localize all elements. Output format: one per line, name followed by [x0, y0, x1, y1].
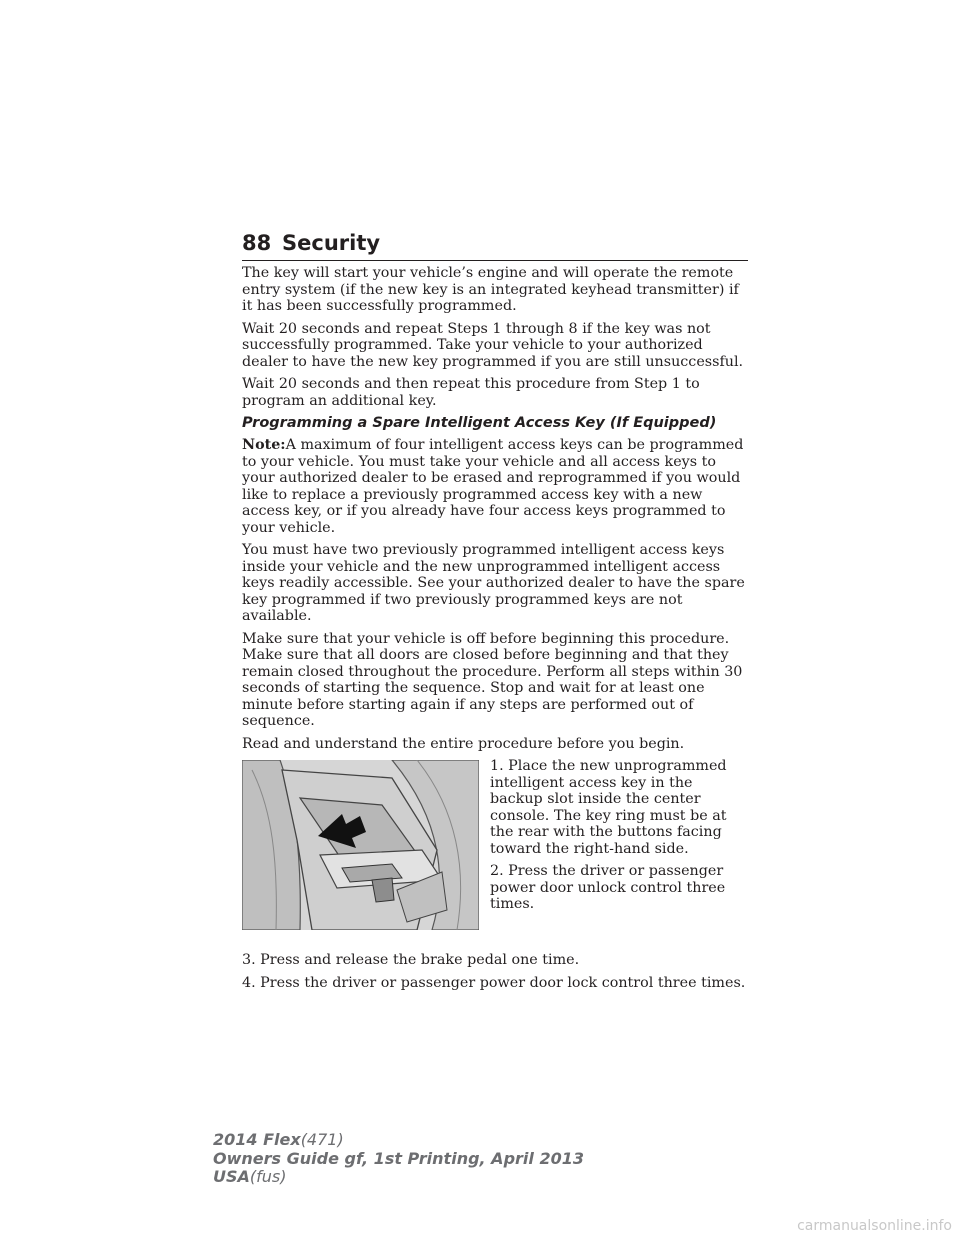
- page-footer: [213, 1131, 613, 1187]
- footer-market-code: (fus): [249, 1167, 287, 1186]
- center-console-illustration: [242, 760, 479, 930]
- footer-line-market: [213, 1168, 613, 1187]
- paragraph-additional-key: Wait 20 seconds and then repeat this procedure from Step 1 to program an additional key.: [242, 376, 700, 409]
- step-2: 2. Press the driver or passenger power door unlock control three times.: [490, 863, 726, 912]
- footer-model-code: (471): [300, 1130, 344, 1149]
- page-number: 88: [242, 231, 272, 255]
- note-label: Note:: [242, 437, 286, 453]
- section-heading: Programming a Spare Intelligent Access Key (If Equipped): [242, 415, 717, 431]
- footer-line-model: [213, 1131, 613, 1150]
- paragraph-vehicle-off: Make sure that your vehicle is off before beginning this procedure. Make sure that all doors are closed before beginning and that they remain closed throughout the procedure. Perform all steps within 30 seconds of starting the sequence. Stop and wait for at least one minute before starting again if any steps are performed out of sequence.: [242, 630, 743, 729]
- watermark-text: carmanualsonline.info: [797, 1218, 952, 1234]
- paragraph-key-start: The key will start your vehicle’s engine and will operate the remote entry system (if the new key is an integrated keyhead transmitter) if it has been successfully programmed.: [242, 265, 739, 314]
- section-title: Security: [282, 231, 381, 255]
- paragraph-read-procedure: Read and understand the entire procedure before you begin.: [242, 735, 685, 752]
- step-1: 1. Place the new unprogrammed intelligent access key in the backup slot inside the center console. The key ring must be at the rear with the buttons facing toward the right-hand side.: [490, 758, 727, 857]
- figure-row: [242, 758, 748, 948]
- step-4: 4. Press the driver or passenger power door lock control three times.: [242, 974, 746, 991]
- paragraph-retry: Wait 20 seconds and repeat Steps 1 through 8 if the key was not successfully programmed. Take your vehicle to your authorized dealer to have the new key programmed if you are still unsuccessful.: [242, 320, 744, 370]
- note-paragraph: [242, 437, 748, 536]
- page-header: [242, 230, 748, 261]
- footer-market: USA: [213, 1167, 250, 1186]
- steps-side-column: [490, 758, 748, 919]
- note-text: A maximum of four intelligent access keys can be programmed to your vehicle. You must take your vehicle and all access keys to your authorized dealer to be erased and reprogrammed if you would like to replace a previously programmed access key with a new access key, or if you already have four access keys programmed to your vehicle.: [242, 437, 744, 536]
- console-drawing: [242, 760, 479, 930]
- step-3: 3. Press and release the brake pedal one time.: [242, 952, 580, 968]
- page-content: [242, 265, 748, 997]
- footer-guide: Owners Guide gf, 1st Printing, April 2013: [213, 1148, 584, 1168]
- paragraph-requirements: You must have two previously programmed intelligent access keys inside your vehicle and the new unprogrammed intelligent access keys readily accessible. See your authorized dealer to have the spare key programmed if two previously programmed keys are not available.: [242, 542, 745, 624]
- footer-model: 2014 Flex: [213, 1130, 301, 1149]
